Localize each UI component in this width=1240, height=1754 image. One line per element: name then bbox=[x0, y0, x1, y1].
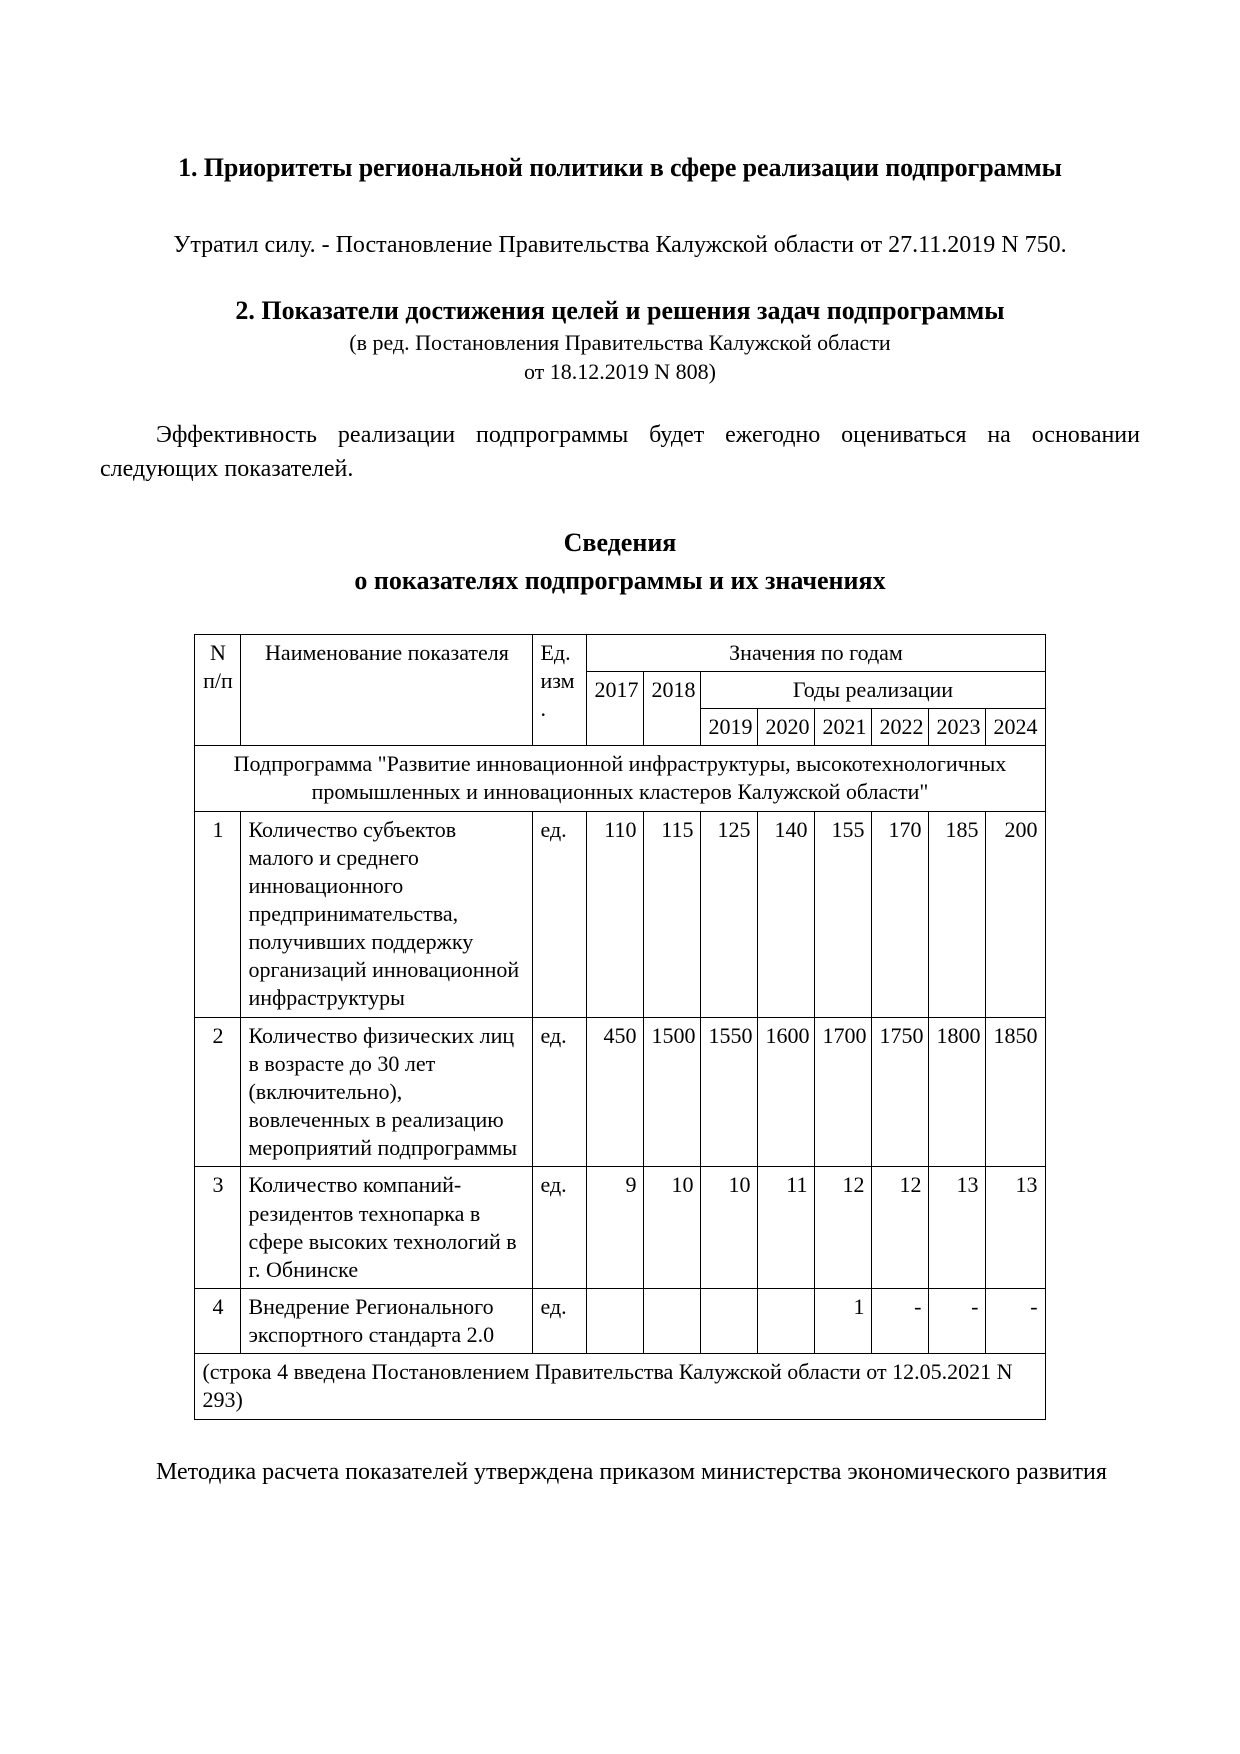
row-value-2018: 1500 bbox=[644, 1017, 701, 1167]
header-cell-year-2024: 2024 bbox=[986, 709, 1045, 746]
spacer bbox=[100, 1420, 1140, 1456]
row-value-2019: 10 bbox=[701, 1167, 758, 1289]
row-value-2023: 13 bbox=[929, 1167, 986, 1289]
header-cell-name: Наименование показателя bbox=[241, 634, 533, 745]
row-value-2020: 11 bbox=[758, 1167, 815, 1289]
row-value-2019: 125 bbox=[701, 811, 758, 1017]
row-value-2022: 12 bbox=[872, 1167, 929, 1289]
intro-paragraph: Эффективность реализации подпрограммы будет ежегодно оцениваться на основании следующих показателей. bbox=[100, 422, 1140, 482]
section2-title: 2. Показатели достижения целей и решения задач подпрограммы bbox=[235, 295, 1005, 325]
spacer bbox=[100, 185, 1140, 229]
table-header-row-1 bbox=[195, 634, 1045, 671]
section2-editor-note-line1: (в ред. Постановления Правительства Калужской области bbox=[349, 329, 891, 355]
subprogram-title: Подпрограмма "Развитие инновационной инфраструктуры, высокотехнологичных промышленных и инновационных кластеров Калужской области" bbox=[195, 746, 1045, 811]
table-row bbox=[195, 1017, 1045, 1167]
header-unit-line1: Ед. bbox=[540, 639, 571, 665]
section2-editor-note-line2: от 18.12.2019 N 808) bbox=[523, 359, 717, 385]
header-cell-number bbox=[195, 634, 241, 745]
row-unit: ед. bbox=[533, 1167, 587, 1289]
row-value-2022: 1750 bbox=[872, 1017, 929, 1167]
row-value-2024: 1850 bbox=[986, 1017, 1045, 1167]
row-value-2020: 1600 bbox=[758, 1017, 815, 1167]
closing-paragraph: Методика расчета показателей утверждена приказом министерства экономического развития bbox=[156, 1458, 1107, 1485]
row-value-2020 bbox=[758, 1289, 815, 1354]
row-value-2018: 115 bbox=[644, 811, 701, 1017]
header-cell-year-2018: 2018 bbox=[644, 671, 701, 745]
row-value-2017: 450 bbox=[587, 1017, 644, 1167]
table-row bbox=[195, 1167, 1045, 1289]
row-value-2024: 200 bbox=[986, 811, 1045, 1017]
header-cell-unit bbox=[533, 634, 587, 745]
row-value-2022: - bbox=[872, 1289, 929, 1354]
header-cell-year-2022: 2022 bbox=[872, 709, 929, 746]
header-cell-impl-years-group: Годы реализации bbox=[701, 671, 1045, 708]
page-title: 1. Приоритеты региональной политики в сфере реализации подпрограммы bbox=[178, 153, 1062, 182]
row-unit: ед. bbox=[533, 1289, 587, 1354]
table-title-line1: Сведения bbox=[563, 528, 677, 558]
row-value-2018 bbox=[644, 1289, 701, 1354]
table-footnote: (строка 4 введена Постановлением Правительства Калужской области от 12.05.2021 N 293) bbox=[195, 1354, 1045, 1419]
row-value-2024: 13 bbox=[986, 1167, 1045, 1289]
row-value-2017 bbox=[587, 1289, 644, 1354]
row-value-2017: 110 bbox=[587, 811, 644, 1017]
row-value-2018: 10 bbox=[644, 1167, 701, 1289]
row-value-2019 bbox=[701, 1289, 758, 1354]
header-unit-line3: . bbox=[540, 696, 546, 722]
spacer bbox=[100, 600, 1140, 634]
row-value-2021: 12 bbox=[815, 1167, 872, 1289]
row-value-2019: 1550 bbox=[701, 1017, 758, 1167]
header-number-line1: N bbox=[210, 639, 226, 665]
row-number: 4 bbox=[195, 1289, 241, 1354]
header-cell-values-group: Значения по годам bbox=[587, 634, 1045, 671]
spacer bbox=[100, 387, 1140, 419]
header-cell-year-2019: 2019 bbox=[701, 709, 758, 746]
row-unit: ед. bbox=[533, 1017, 587, 1167]
row-number: 3 bbox=[195, 1167, 241, 1289]
table-footnote-row bbox=[195, 1354, 1045, 1419]
row-value-2021: 155 bbox=[815, 811, 872, 1017]
table-row bbox=[195, 811, 1045, 1017]
header-unit-line2: изм bbox=[540, 667, 575, 693]
header-number-line2: п/п bbox=[203, 667, 233, 693]
header-cell-year-2017: 2017 bbox=[587, 671, 644, 745]
header-cell-year-2020: 2020 bbox=[758, 709, 815, 746]
spacer bbox=[100, 263, 1140, 293]
row-number: 1 bbox=[195, 811, 241, 1017]
row-indicator-name: Количество компаний-резидентов технопарка в сфере высоких технологий в г. Обнинске bbox=[241, 1167, 533, 1289]
table-title-line2: о показателях подпрограммы и их значениях bbox=[354, 566, 886, 596]
row-value-2021: 1 bbox=[815, 1289, 872, 1354]
row-indicator-name: Количество субъектов малого и среднего инновационного предпринимательства, получивших поддержку организаций инновационной инфраструктуры bbox=[241, 811, 533, 1017]
row-value-2023: 185 bbox=[929, 811, 986, 1017]
section1-body: Утратил силу. - Постановление Правительства Калужской области от 27.11.2019 N 750. bbox=[173, 232, 1067, 259]
row-indicator-name: Количество физических лиц в возрасте до 30 лет (включительно), вовлеченных в реализацию мероприятий подпрограммы bbox=[241, 1017, 533, 1167]
row-value-2023: - bbox=[929, 1289, 986, 1354]
row-value-2017: 9 bbox=[587, 1167, 644, 1289]
row-number: 2 bbox=[195, 1017, 241, 1167]
subprogram-title-row bbox=[195, 746, 1045, 811]
header-cell-year-2021: 2021 bbox=[815, 709, 872, 746]
row-unit: ед. bbox=[533, 811, 587, 1017]
row-value-2021: 1700 bbox=[815, 1017, 872, 1167]
table-row bbox=[195, 1289, 1045, 1354]
row-indicator-name: Внедрение Регионального экспортного стандарта 2.0 bbox=[241, 1289, 533, 1354]
row-value-2020: 140 bbox=[758, 811, 815, 1017]
indicators-table bbox=[194, 634, 1045, 1420]
header-cell-year-2023: 2023 bbox=[929, 709, 986, 746]
row-value-2024: - bbox=[986, 1289, 1045, 1354]
spacer bbox=[100, 486, 1140, 524]
row-value-2022: 170 bbox=[872, 811, 929, 1017]
row-value-2023: 1800 bbox=[929, 1017, 986, 1167]
